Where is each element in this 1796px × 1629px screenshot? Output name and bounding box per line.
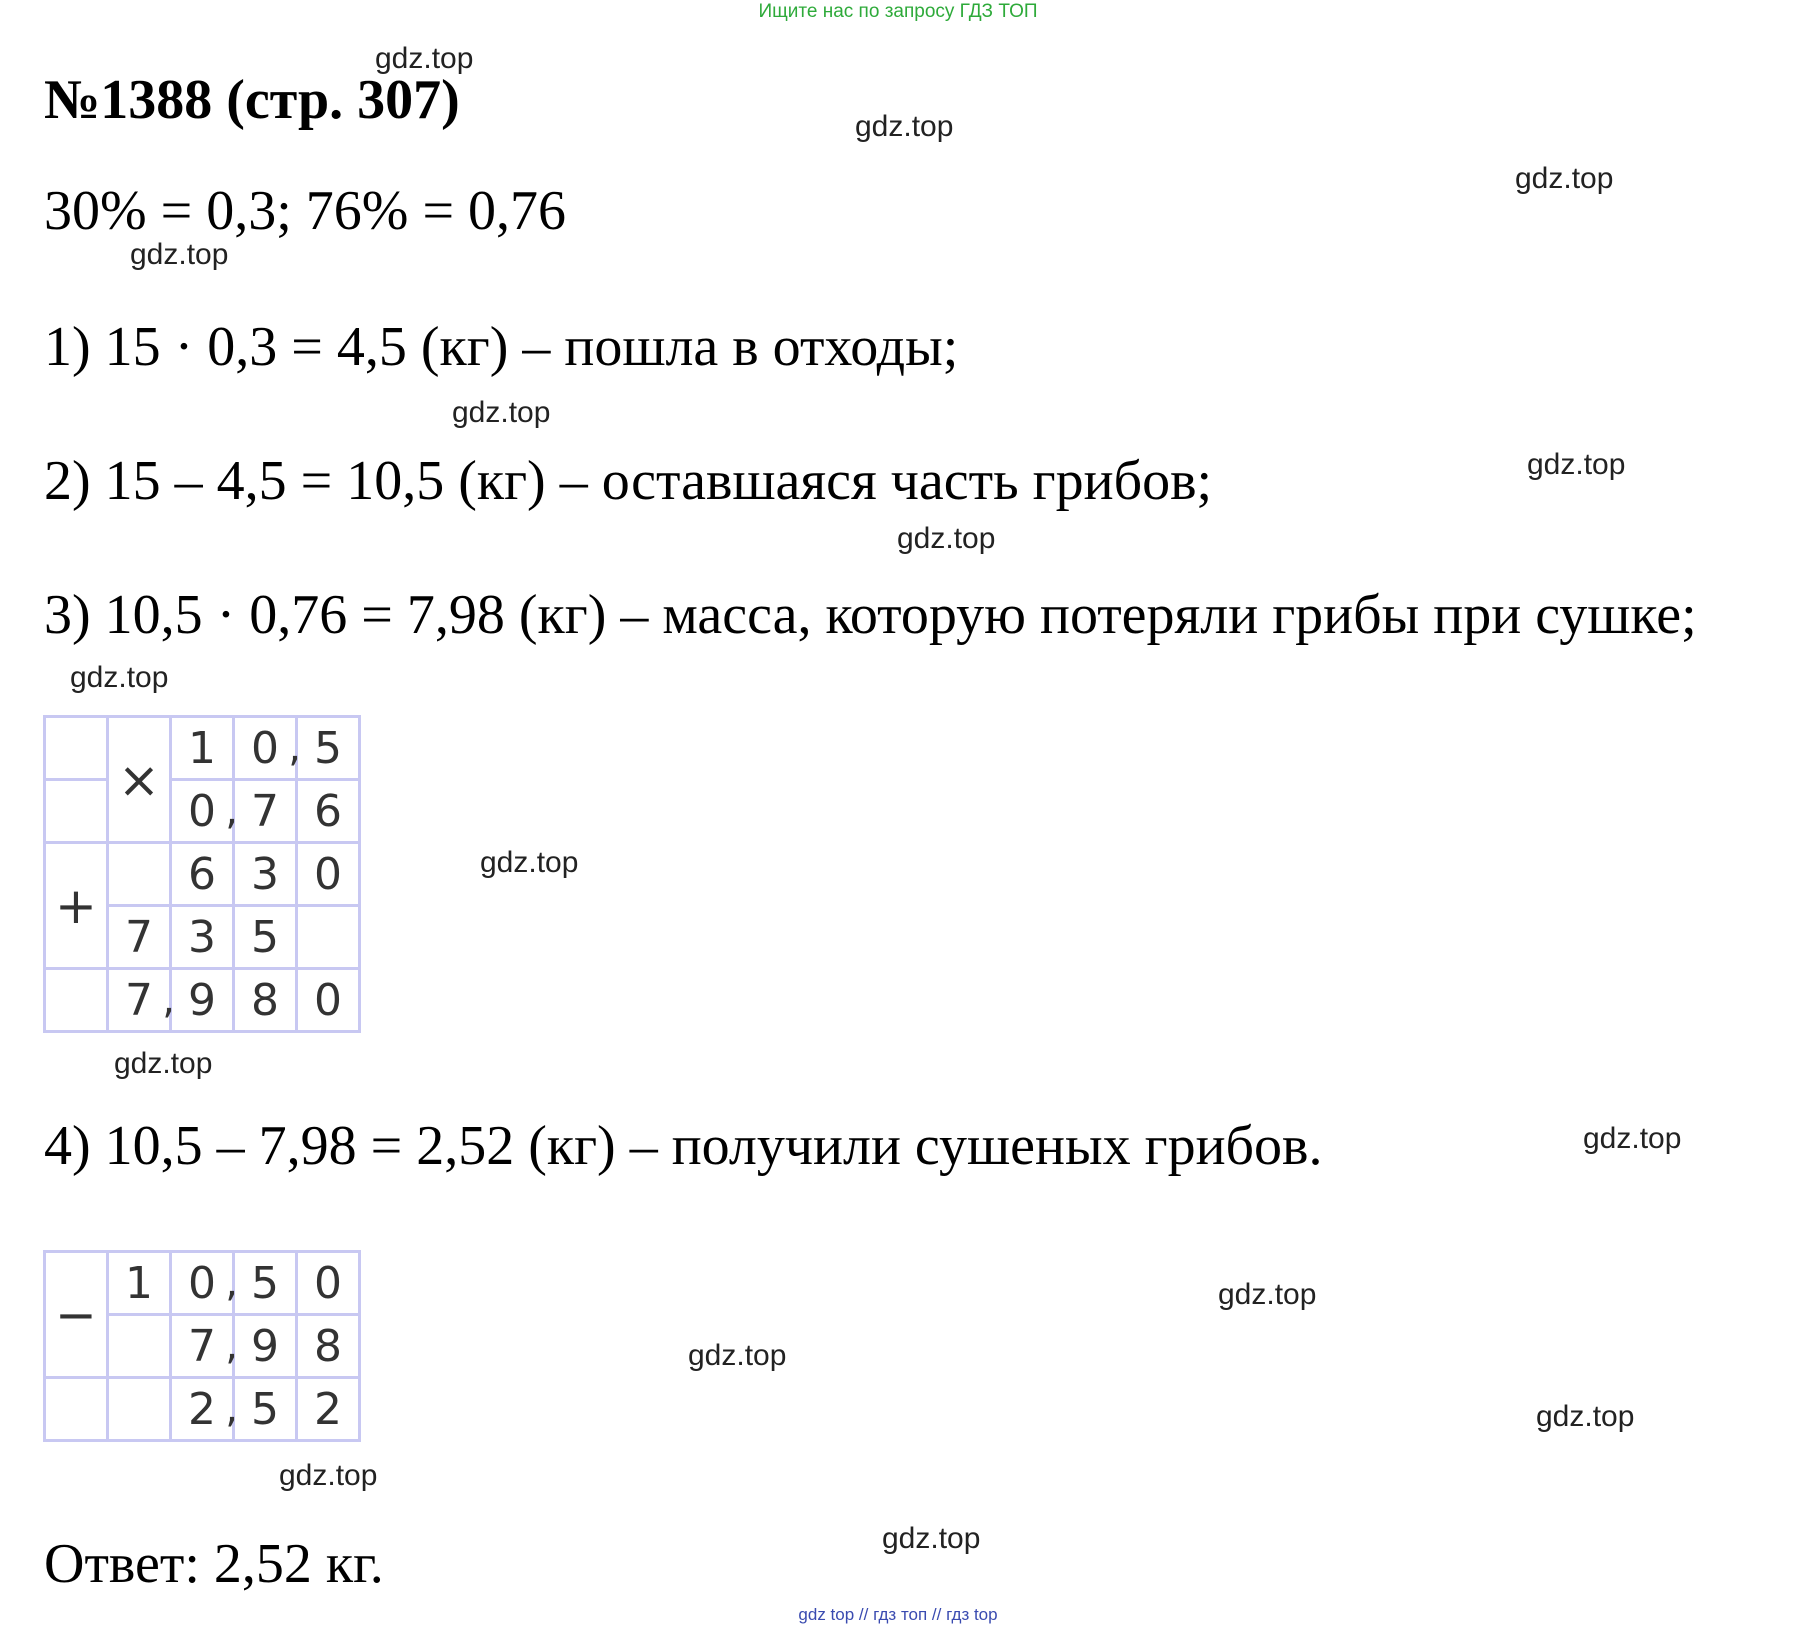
watermark: gdz.top xyxy=(1583,1122,1682,1155)
decimal-comma: , xyxy=(162,977,175,1023)
decimal-comma: , xyxy=(225,1323,238,1369)
watermark: gdz.top xyxy=(855,110,954,143)
minus-sign: − xyxy=(45,1252,108,1378)
grid-cell: 3 xyxy=(171,906,234,969)
grid-cell xyxy=(45,717,108,780)
grid-cell: 7 xyxy=(234,780,297,843)
grid-cell: 7 xyxy=(108,906,171,969)
decimal-comma: , xyxy=(225,1386,238,1432)
grid-cell: 1 xyxy=(171,717,234,780)
decimal-comma: , xyxy=(225,1260,238,1306)
grid-cell: 1 xyxy=(108,1252,171,1315)
grid-cell xyxy=(108,843,171,906)
grid-cell: 9 xyxy=(234,1315,297,1378)
plus-sign: + xyxy=(45,843,108,969)
watermark: gdz.top xyxy=(114,1047,213,1080)
grid-cell xyxy=(108,1315,171,1378)
grid-cell: 6 xyxy=(171,843,234,906)
digit: 7 xyxy=(125,974,153,1026)
grid-cell: 6 xyxy=(297,780,360,843)
grid-row xyxy=(45,1378,360,1441)
grid-cell: 9 xyxy=(171,969,234,1032)
page-title: №1388 (стр. 307) xyxy=(44,69,460,131)
grid-cell xyxy=(171,1252,238,1315)
grid-cell xyxy=(45,969,108,1032)
grid-cell xyxy=(45,1378,108,1441)
watermark: gdz.top xyxy=(375,42,474,75)
grid-cell: 5 xyxy=(297,717,360,780)
grid-cell xyxy=(234,717,301,780)
digit: 7 xyxy=(188,1320,216,1372)
step-2-line: 2) 15 – 4,5 = 10,5 (кг) – оставшаяся часть грибов; xyxy=(44,450,1213,512)
top-banner: Ищите нас по запросу ГДЗ ТОП xyxy=(758,1,1038,22)
watermark: gdz.top xyxy=(688,1339,787,1372)
step-4-line: 4) 10,5 – 7,98 = 2,52 (кг) – получили сушеных грибов. xyxy=(44,1115,1323,1177)
digit: 0 xyxy=(251,722,279,774)
watermark: gdz.top xyxy=(1218,1278,1317,1311)
watermark: gdz.top xyxy=(279,1459,378,1492)
step-1-line: 1) 15 · 0,3 = 4,5 (кг) – пошла в отходы; xyxy=(44,316,959,378)
grid-cell: 5 xyxy=(234,1378,297,1441)
watermark: gdz.top xyxy=(1536,1400,1635,1433)
digit: 0 xyxy=(188,785,216,837)
grid-row xyxy=(45,843,360,906)
percent-conversion-line: 30% = 0,3; 76% = 0,76 xyxy=(44,180,567,242)
bottom-links[interactable]: gdz top // гдз топ // гдз top xyxy=(798,1605,998,1624)
grid-cell: 0 xyxy=(297,843,360,906)
grid-cell: 5 xyxy=(234,1252,297,1315)
step-3-line: 3) 10,5 · 0,76 = 7,98 (кг) – масса, которую потеряли грибы при сушке; xyxy=(44,584,1697,646)
decimal-comma: , xyxy=(225,788,238,834)
grid-cell xyxy=(45,780,108,843)
subtraction-grid xyxy=(43,1250,361,1442)
watermark: gdz.top xyxy=(882,1522,981,1555)
grid-row xyxy=(45,1252,360,1315)
digit: 2 xyxy=(188,1383,216,1435)
multiply-sign: × xyxy=(108,717,171,843)
grid-cell: 8 xyxy=(297,1315,360,1378)
grid-cell: 0 xyxy=(297,969,360,1032)
grid-row xyxy=(45,969,360,1032)
decimal-comma: , xyxy=(288,725,301,771)
watermark: gdz.top xyxy=(130,238,229,271)
grid-cell xyxy=(297,906,360,969)
answer-line: Ответ: 2,52 кг. xyxy=(44,1533,384,1595)
multiplication-grid xyxy=(43,715,361,1033)
grid-row xyxy=(45,717,360,780)
watermark: gdz.top xyxy=(452,396,551,429)
grid-cell xyxy=(108,969,175,1032)
digit: 0 xyxy=(188,1257,216,1309)
watermark: gdz.top xyxy=(1515,162,1614,195)
grid-row xyxy=(45,780,360,843)
watermark: gdz.top xyxy=(1527,448,1626,481)
grid-cell xyxy=(108,1378,171,1441)
watermark: gdz.top xyxy=(70,661,169,694)
grid-cell: 0 xyxy=(297,1252,360,1315)
grid-cell xyxy=(171,1378,238,1441)
grid-cell: 2 xyxy=(297,1378,360,1441)
watermark: gdz.top xyxy=(897,522,996,555)
watermark: gdz.top xyxy=(480,846,579,879)
grid-cell: 8 xyxy=(234,969,297,1032)
grid-cell: 5 xyxy=(234,906,297,969)
grid-cell: 3 xyxy=(234,843,297,906)
grid-cell xyxy=(171,1315,238,1378)
grid-cell xyxy=(171,780,238,843)
